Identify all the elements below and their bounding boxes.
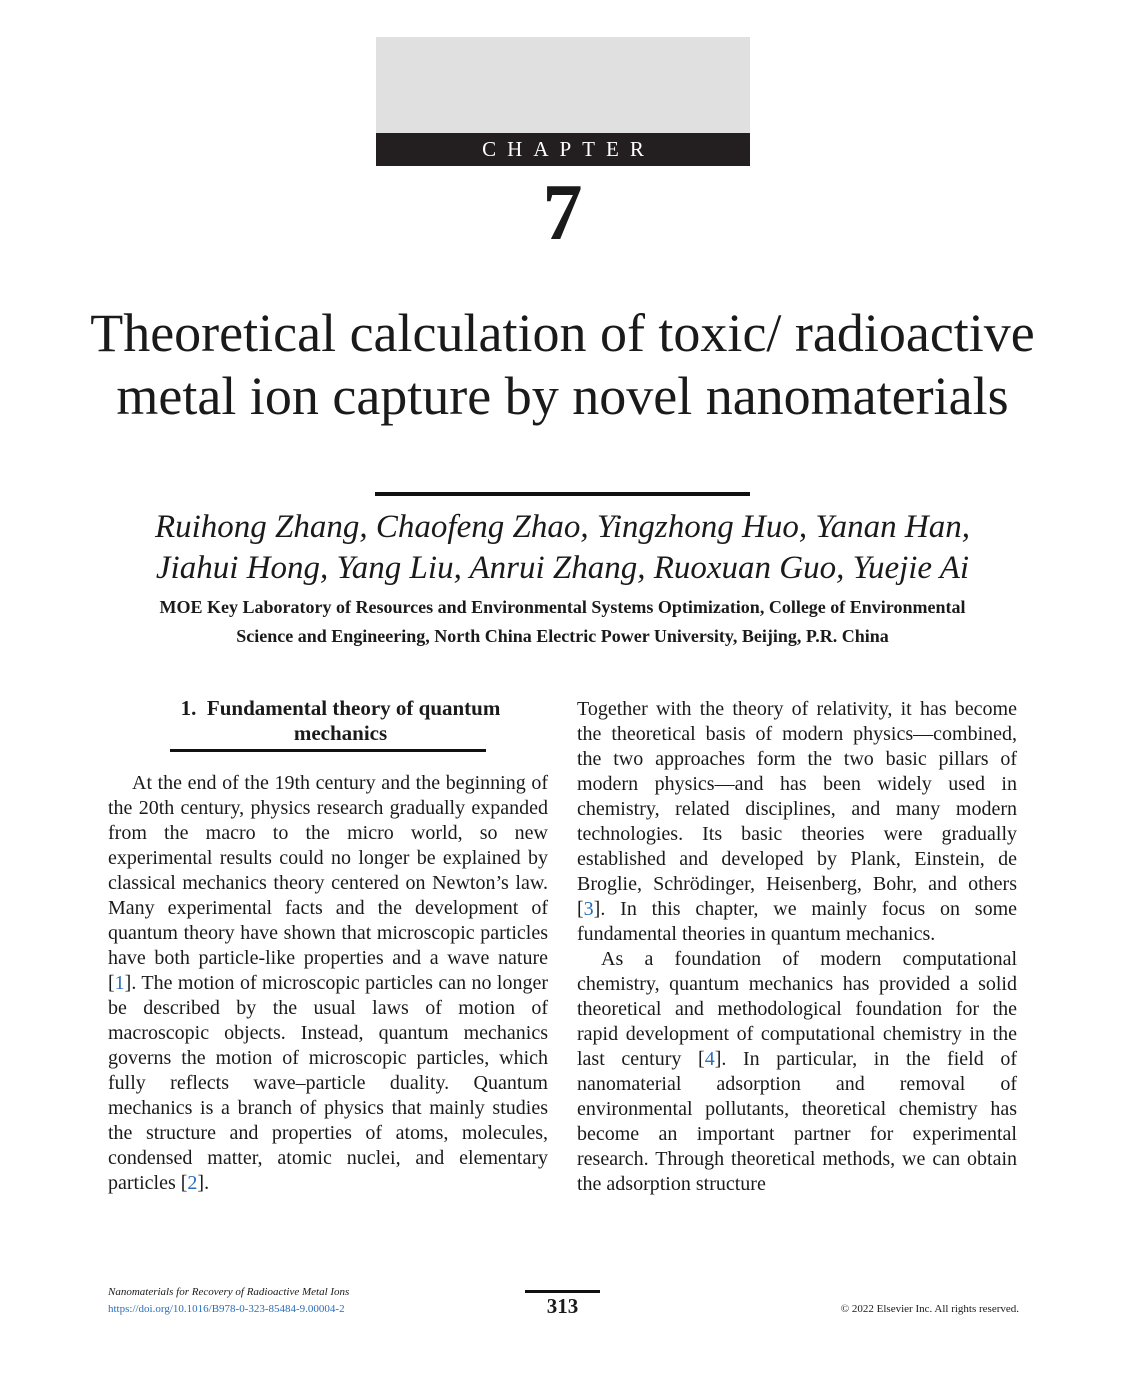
- footer-journal-title: Nanomaterials for Recovery of Radioactive Metal Ions: [108, 1286, 350, 1298]
- paragraph: Together with the theory of relativity, it has become the theoretical basis of modern physics—combined, the two approaches form the two basic pillars of modern physics—and has been widely used in chemistry, related disciplines, and many modern technologies. Its basic theories were gradually established and developed by Plank, Einstein, de Broglie, Schrödinger, Heisenberg, Bohr, and others [3]. In this chapter, we mainly focus on some fundamental theories in quantum mechanics.: [577, 698, 1017, 945]
- right-column: [577, 697, 1017, 1197]
- left-column: [108, 771, 548, 1196]
- page-number: 313: [546, 1294, 579, 1318]
- affiliation-line-2: Science and Engineering, North China Electric Power University, Beijing, P.R. China: [236, 626, 889, 646]
- chapter-gray-box: [376, 37, 750, 133]
- section-divider: [170, 749, 486, 752]
- paragraph: As a foundation of modern computational chemistry, quantum mechanics has provided a solid theoretical and methodological foundation for the rapid development of computational chemistry in the last century [4]. In particular, in the field of nanomaterial adsorption and removal of environmental pollutants, theoretical chemistry has become an important partner for experimental research. Through theoretical methods, we can obtain the adsorption structure: [577, 948, 1017, 1195]
- chapter-number: 7: [542, 169, 583, 257]
- citation-link[interactable]: 1: [114, 972, 125, 994]
- author-line-1: Ruihong Zhang, Chaofeng Zhao, Yingzhong Huo, Yanan Han,: [154, 509, 970, 545]
- chapter-label: CHAPTER: [376, 133, 750, 166]
- chapter-title: Theoretical calculation of toxic/ radioactive metal ion capture by novel nanomaterials: [90, 303, 1035, 426]
- citation-link[interactable]: 2: [187, 1172, 198, 1194]
- section-title-line-2: mechanics: [293, 721, 388, 745]
- author-list: [60, 507, 1065, 589]
- page-number-rule: [525, 1290, 600, 1293]
- paragraph: At the end of the 19th century and the beginning of the 20th century, physics research gradually expanded from the macro to the micro world, so new experimental results could no longer be explained by classical mechanics theory centered on Newton’s law. Many experimental facts and the development of quantum theory have shown that microscopic particles have both particle-like properties and a wave nature [1]. The motion of microscopic particles can no longer be described by the usual laws of motion of macroscopic objects. Instead, quantum mechanics governs the motion of microscopic particles, which fully reflects wave‒particle duality. Quantum mechanics is a branch of physics that mainly studies the structure and properties of atoms, molecules, condensed matter, atomic nuclei, and elementary particles [2].: [108, 772, 548, 1194]
- section-number: 1.: [180, 696, 197, 720]
- section-heading: [108, 696, 573, 746]
- section-title-line-1: Fundamental theory of quantum: [206, 696, 501, 720]
- affiliation: [100, 593, 1025, 651]
- chapter-header: [376, 37, 750, 166]
- copyright-notice: © 2022 Elsevier Inc. All rights reserved.: [840, 1303, 1019, 1315]
- affiliation-line-1: MOE Key Laboratory of Resources and Environmental Systems Optimization, College of Environmental: [159, 597, 966, 617]
- citation-link[interactable]: 3: [583, 898, 594, 920]
- doi-link[interactable]: https://doi.org/10.1016/B978-0-323-85484-9.00004-2: [108, 1303, 345, 1315]
- title-divider: [375, 492, 750, 496]
- citation-link[interactable]: 4: [704, 1048, 715, 1070]
- author-line-2: Jiahui Hong, Yang Liu, Anrui Zhang, Ruoxuan Guo, Yuejie Ai: [155, 550, 970, 586]
